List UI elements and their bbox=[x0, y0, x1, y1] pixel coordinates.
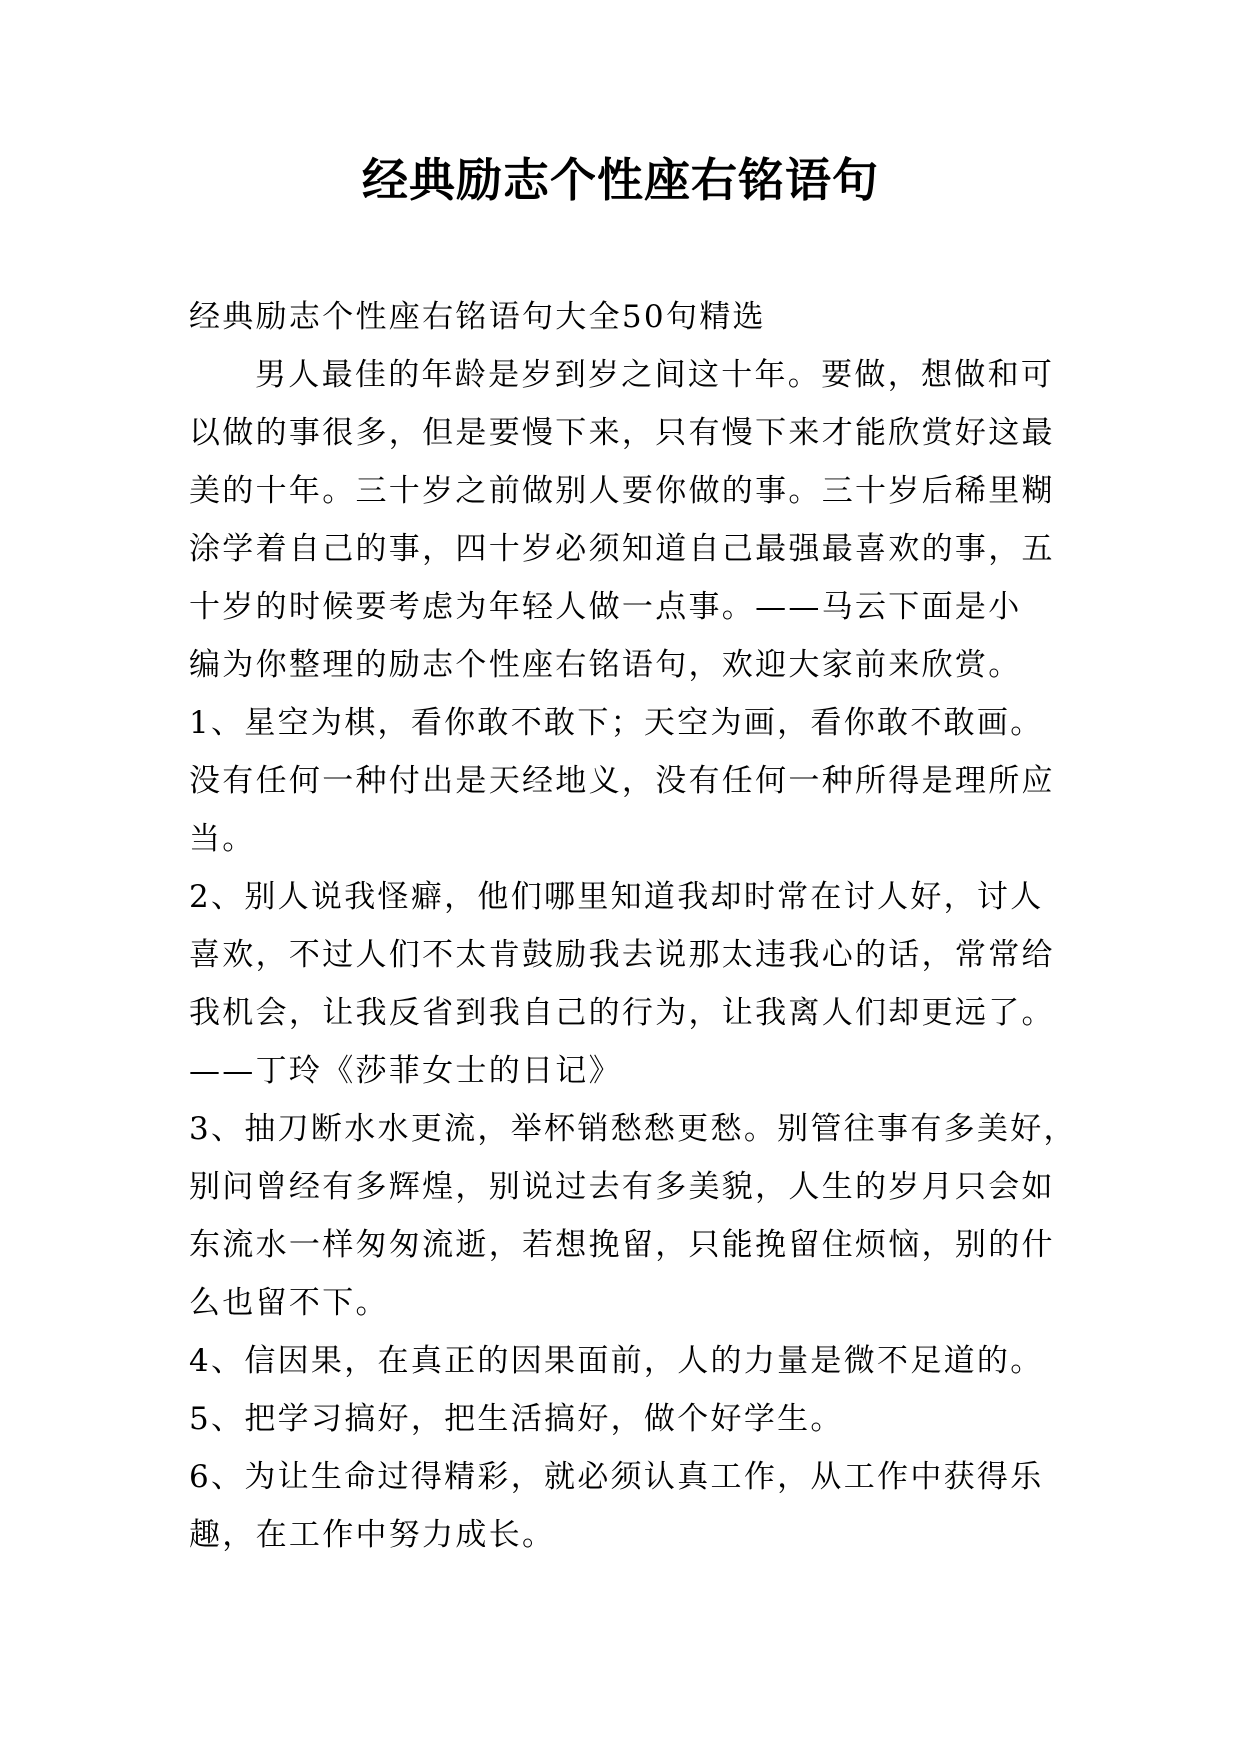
quote-2-line: 2、别人说我怪癖，他们哪里知道我却时常在讨人好，讨人 bbox=[189, 879, 1044, 915]
quote-4-line: 4、信因果，在真正的因果面前，人的力量是微不足道的。 bbox=[189, 1343, 1044, 1379]
intro-paragraph-line: 美的十年。三十岁之前做别人要你做的事。三十岁后稀里糊 bbox=[189, 473, 1055, 509]
document-title: 经典励志个性座右铭语句 bbox=[362, 153, 879, 207]
intro-paragraph-line: 十岁的时候要考虑为年轻人做一点事。——马云下面是小 bbox=[189, 589, 1022, 625]
intro-paragraph-line: 编为你整理的励志个性座右铭语句，欢迎大家前来欣赏。 bbox=[189, 647, 1022, 683]
quote-3-line: 东流水一样匆匆流逝，若想挽留，只能挽留住烦恼，别的什 bbox=[189, 1227, 1055, 1263]
quote-1-line: 1、星空为棋，看你敢不敢下；天空为画，看你敢不敢画。 bbox=[189, 705, 1044, 741]
intro-paragraph-line: 男人最佳的年龄是岁到岁之间这十年。要做，想做和可 bbox=[255, 357, 1055, 393]
quote-3-line: 么也留不下。 bbox=[189, 1285, 389, 1321]
subtitle-line: 经典励志个性座右铭语句大全50句精选 bbox=[189, 299, 766, 335]
quote-6-line: 6、为让生命过得精彩，就必须认真工作，从工作中获得乐 bbox=[189, 1459, 1044, 1495]
quote-2-line: 喜欢，不过人们不太肯鼓励我去说那太违我心的话，常常给 bbox=[189, 937, 1055, 973]
quote-6-line: 趣，在工作中努力成长。 bbox=[189, 1517, 556, 1553]
quote-5-line: 5、把学习搞好，把生活搞好，做个好学生。 bbox=[189, 1401, 844, 1437]
quote-1-line: 当。 bbox=[189, 821, 256, 857]
intro-paragraph-line: 涂学着自己的事，四十岁必须知道自己最强最喜欢的事，五 bbox=[189, 531, 1055, 567]
quote-3-line: 别问曾经有多辉煌，别说过去有多美貌，人生的岁月只会如 bbox=[189, 1169, 1055, 1205]
intro-paragraph-line: 以做的事很多，但是要慢下来，只有慢下来才能欣赏好这最 bbox=[189, 415, 1055, 451]
document-body bbox=[189, 288, 1077, 1564]
quote-2-line: ——丁玲《莎菲女士的日记》 bbox=[189, 1053, 622, 1089]
quote-2-line: 我机会，让我反省到我自己的行为，让我离人们却更远了。 bbox=[189, 995, 1055, 1031]
quote-3-line: 3、抽刀断水水更流，举杯销愁愁更愁。别管往事有多美好， bbox=[189, 1111, 1077, 1147]
quote-1-line: 没有任何一种付出是天经地义，没有任何一种所得是理所应 bbox=[189, 763, 1055, 799]
